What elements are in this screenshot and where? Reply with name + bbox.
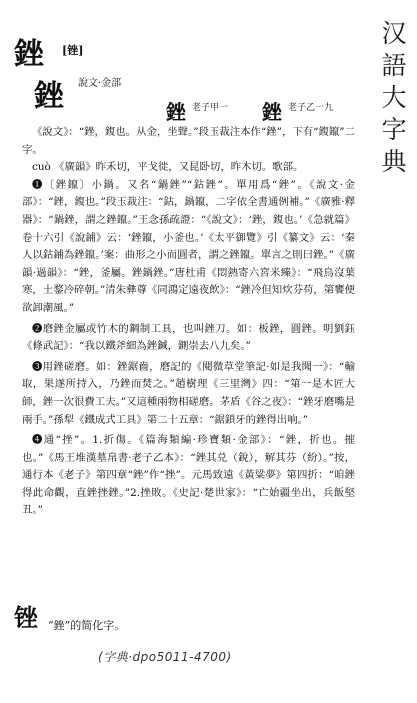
seal-caption-2: 老子甲一 (192, 103, 229, 113)
seal-caption-1: 說文·金部 (78, 78, 122, 89)
entry-paragraph: ❸用銼磋磨。如：銼鋸齒，磨記的《閱微草堂筆記·如是我聞一》：“輸取，果遂所持入，乃銼而焚之。”趙樹理《三里灣》四：“第一是木匠大師，銼一次很費工夫。”又這種兩物相磋磨。茅盾《谷之夜》：“銼牙磨嘴是兩手。”孫犁《鐵成式工具》第二十五章：“鋸鎖牙的銼得出响。” (22, 360, 355, 426)
dictionary-title-vertical (381, 18, 407, 178)
entry-paragraph: ❷磨銼金屬或竹木的鋼制工具，也叫銼刀。如：板銼，圓銼。明劉鈺《條武記》：“我以鐵斧細為銼鍼，鍘崇去八九矣。” (22, 322, 355, 353)
seal-script-glyph-1: 銼 (166, 100, 186, 124)
title-char: 語 (381, 51, 407, 80)
seal-script-glyph-2: 銼 (262, 100, 282, 124)
title-char: 典 (381, 147, 407, 176)
headword-variant: 銼 (34, 79, 64, 114)
entry-body (22, 124, 355, 520)
headword-note: [锉] (62, 44, 84, 57)
title-char: 字 (381, 115, 407, 144)
entry-paragraph: ❶〔銼鑹〕小鍋。又名“鍋銼”“鈷銼”。單用爲“銼”。《說文·金部》：“銼，鍑也。”段玉裁注：“鈷，鍋鑹，二字依全書通例補。”《廣雅·釋器》：“鍋銼，謂之銼鑹。”王念孫疏證：“《說文》：‘銼，鍑也。’《急就篇》卷十六引《說鋪》云：‘銼鑹，小釜也。’《太平御覽》引《纂文》云：‘秦人以鈷鋪為銼鑹。’案：曲形之小而圓者，謂之銼鑹。單言之則曰銼。”《廣韻·過韻》：“銼，釜屬。銼鍋銼。”唐杜甫《悶熱寄六宮米臻》：“飛鳥沒葉寒，土鍪冷碎朝。”清朱彝尊《同鴻定遠夜飲》：“銼冷但知炊芬苟，第饔便欲卸潮風。” (22, 178, 355, 314)
simplified-char: 锉 (14, 603, 38, 632)
entry-paragraph: cuò 《廣韻》昨禾切，平戈徙，又昆卧切，昨木切。歌部。 (32, 161, 304, 174)
seal-caption-3: 老子乙一九 (288, 103, 334, 113)
title-char: 汉 (381, 19, 407, 48)
simplified-definition: “銼”的简化字。 (48, 619, 126, 632)
headword-char: 銼 (14, 37, 44, 72)
entry-paragraph: ❹通“挫”。1.折傷。《篇海類編·珍寶類·金部》：“銼，折也。摧也。”《馬王堆漢墓帛書·老子乙本》：“銼其兑（銳），解其芬（紛）。”按，通行本《老子》第四章“銼”作“挫”。元馬致遠《黃粱夢》第四折：“咱銼得此命觀，直銼挫銼。”2.挫敗。《史記·楚世家》：“亡始疆坐出，兵飯堅丑。” (22, 434, 355, 517)
handwritten-note: (字典·dpo5011-4700) (98, 650, 232, 664)
entry-paragraph: 《說文》：“銼，鍑也。从金，坐聲。”段玉裁注本作“銼”，下有“鍑鑹”二字。 (22, 126, 355, 156)
title-char: 大 (381, 83, 407, 112)
